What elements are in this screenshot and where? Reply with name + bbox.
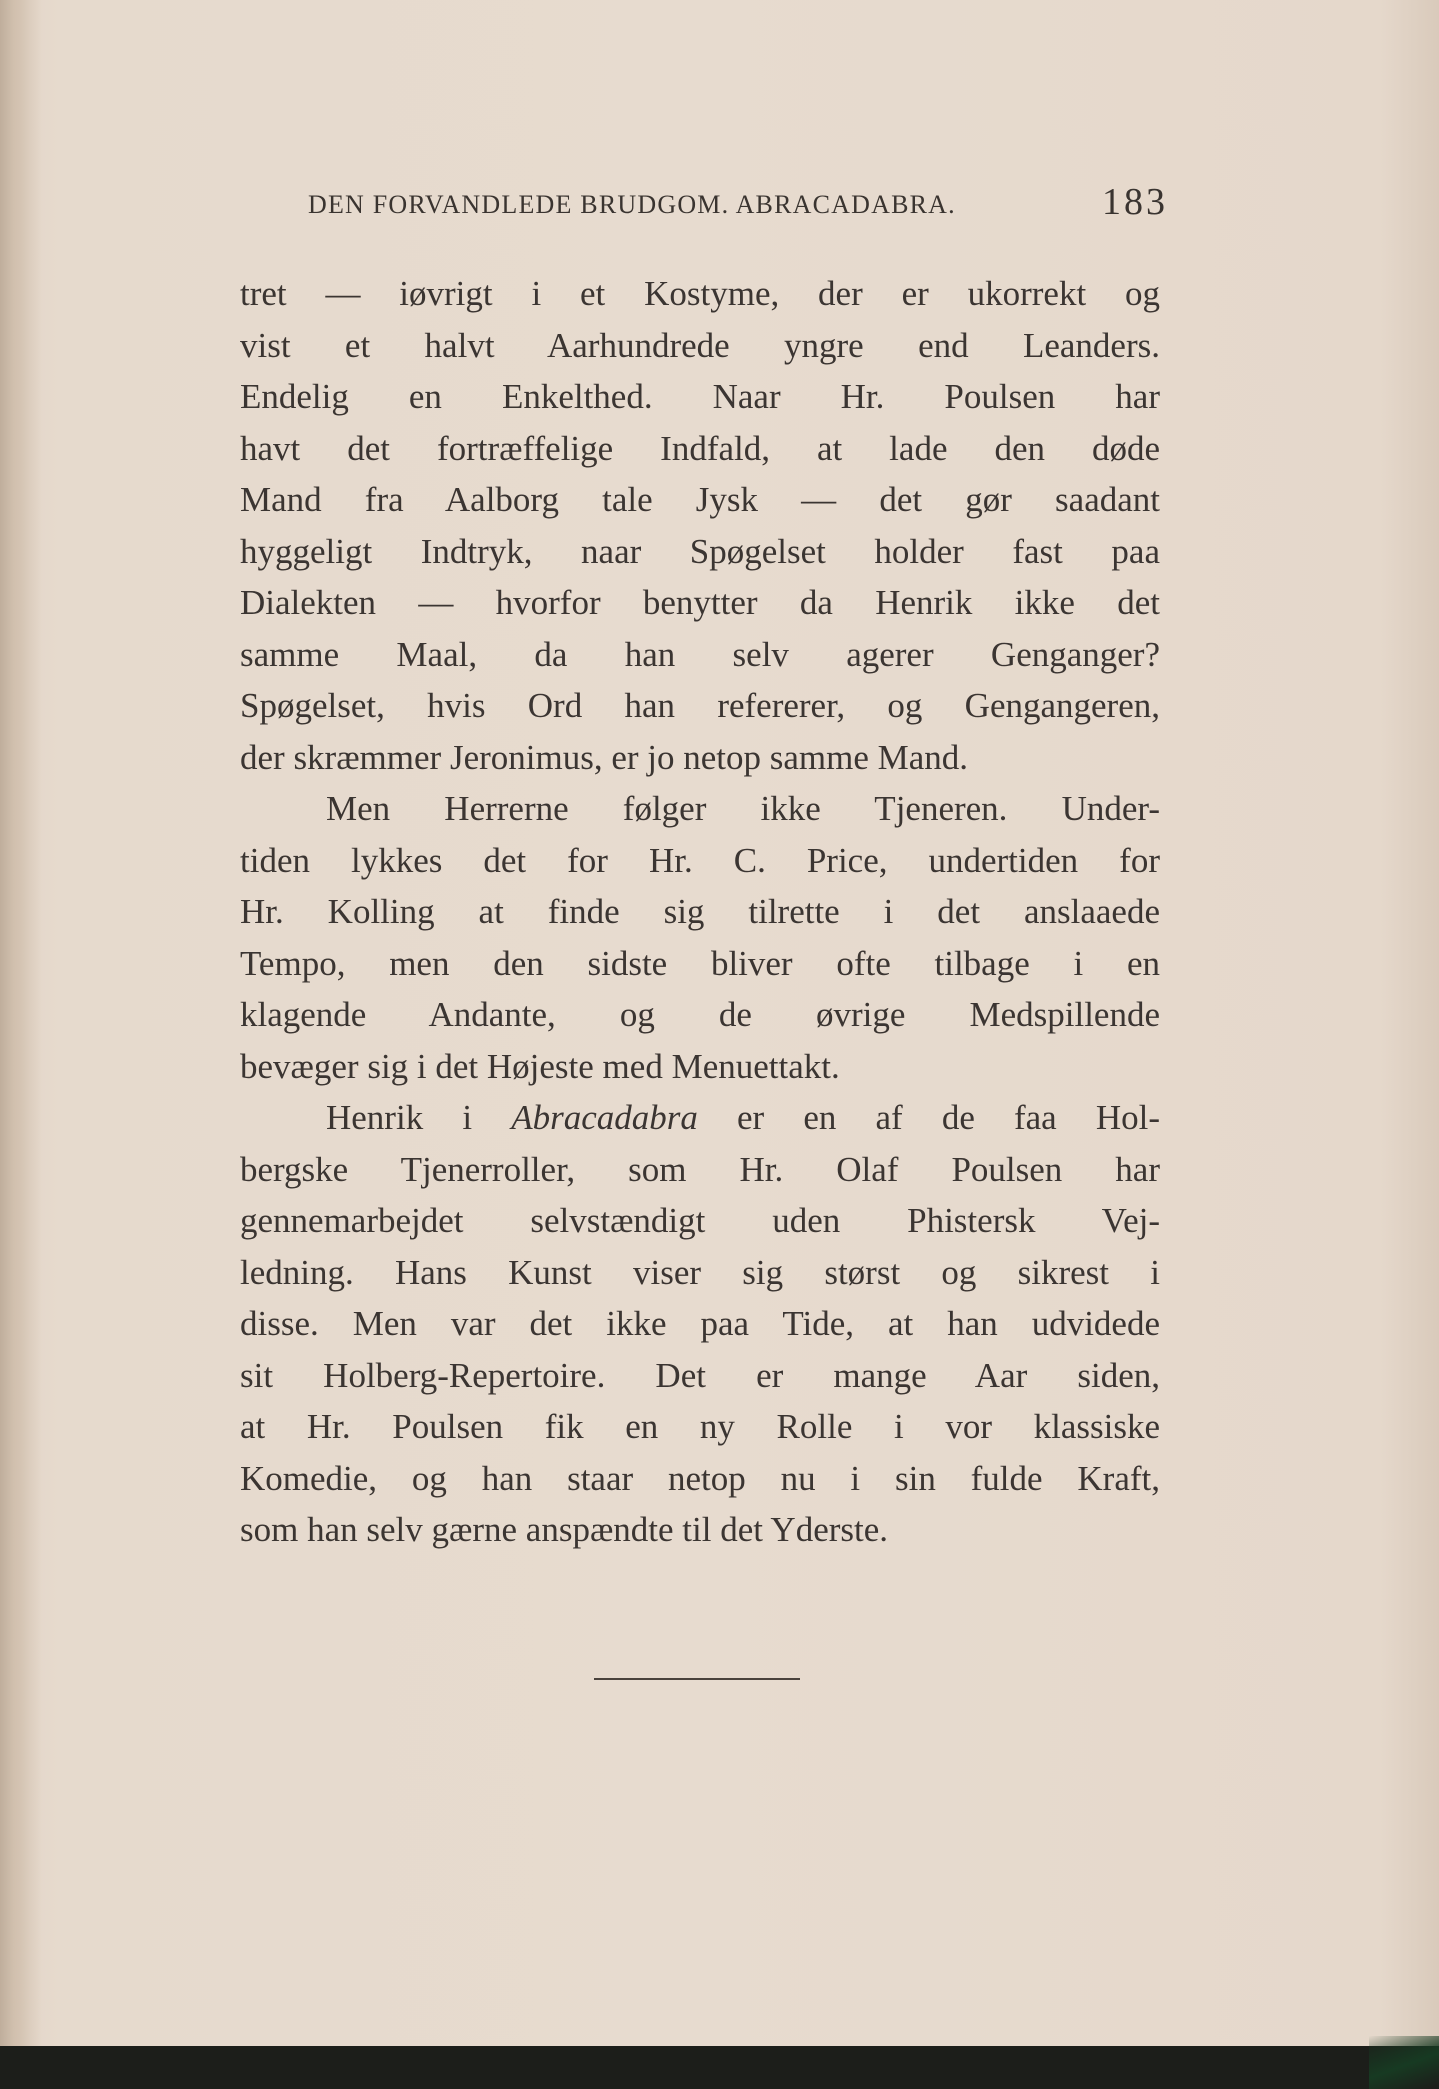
running-head: [308, 181, 1168, 223]
page-number: 183: [1102, 181, 1168, 223]
book-cover-corner: [1369, 2036, 1439, 2089]
section-end-rule: [594, 1678, 800, 1680]
text-line: Men Herrerne følger ikke Tjeneren. Under-: [326, 789, 1160, 828]
text-line: samme Maal, da han selv agerer Genganger?: [240, 634, 1160, 674]
text-line: Endelig en Enkelthed. Naar Hr. Poulsen har: [240, 377, 1160, 416]
text-line: vist et halvt Aarhundrede yngre end Leanders.: [240, 325, 1160, 365]
text-line: Mand fra Aalborg tale Jysk — det gør saadant: [240, 480, 1160, 519]
henrik-word: Henrik: [326, 1098, 424, 1137]
line-rest: er en af de faa Hol-: [737, 1098, 1161, 1137]
body-text: [240, 268, 1160, 1556]
text-line: tiden lykkes det for Hr. C. Price, undertiden for: [240, 840, 1160, 880]
text-line: bevæger sig i det Højeste med Menuettakt.: [240, 1046, 840, 1086]
text-line: klagende Andante, og de øvrige Medspillende: [240, 995, 1160, 1034]
text-line: Spøgelset, hvis Ord han refererer, og Gengangeren,: [240, 686, 1160, 725]
text-line: hyggeligt Indtryk, naar Spøgelset holder fast paa: [240, 531, 1160, 571]
text-line: Tempo, men den sidste bliver ofte tilbage i en: [240, 943, 1160, 983]
text-line: tret — iøvrigt i et Kostyme, der er ukorrekt og: [240, 274, 1160, 313]
text-line: Dialekten — hvorfor benytter da Henrik ikke det: [240, 583, 1160, 622]
dark-background-strip: [0, 2046, 1439, 2089]
text-line: gennemarbejdet selvstændigt uden Phistersk Vej-: [240, 1201, 1160, 1240]
text-line: at Hr. Poulsen fik en ny Rolle i vor klassiske: [240, 1407, 1160, 1446]
running-head-title: DEN FORVANDLEDE BRUDGOM. ABRACADABRA.: [308, 190, 956, 219]
text-line: ledning. Hans Kunst viser sig størst og sikrest i: [240, 1252, 1160, 1292]
text-line: Komedie, og han staar netop nu i sin fulde Kraft,: [240, 1458, 1160, 1498]
text-line: bergske Tjenerroller, som Hr. Olaf Poulsen har: [240, 1149, 1160, 1189]
binding-edge: [0, 0, 42, 2089]
text-line: som han selv gærne anspændte til det Yderste.: [240, 1510, 889, 1549]
play-title-italic: Abracadabra: [511, 1098, 698, 1137]
text-line: sit Holberg-Repertoire. Det er mange Aar siden,: [240, 1355, 1160, 1395]
word-i: i: [462, 1098, 473, 1137]
text-line: disse. Men var det ikke paa Tide, at han udvidede: [240, 1304, 1160, 1343]
text-line: havt det fortræffelige Indfald, at lade den døde: [240, 428, 1160, 468]
text-line: der skræmmer Jeronimus, er jo netop samme Mand.: [240, 737, 969, 777]
text-line-play-title: [240, 1092, 1160, 1144]
text-line: Hr. Kolling at finde sig tilrette i det anslaaede: [240, 892, 1160, 931]
